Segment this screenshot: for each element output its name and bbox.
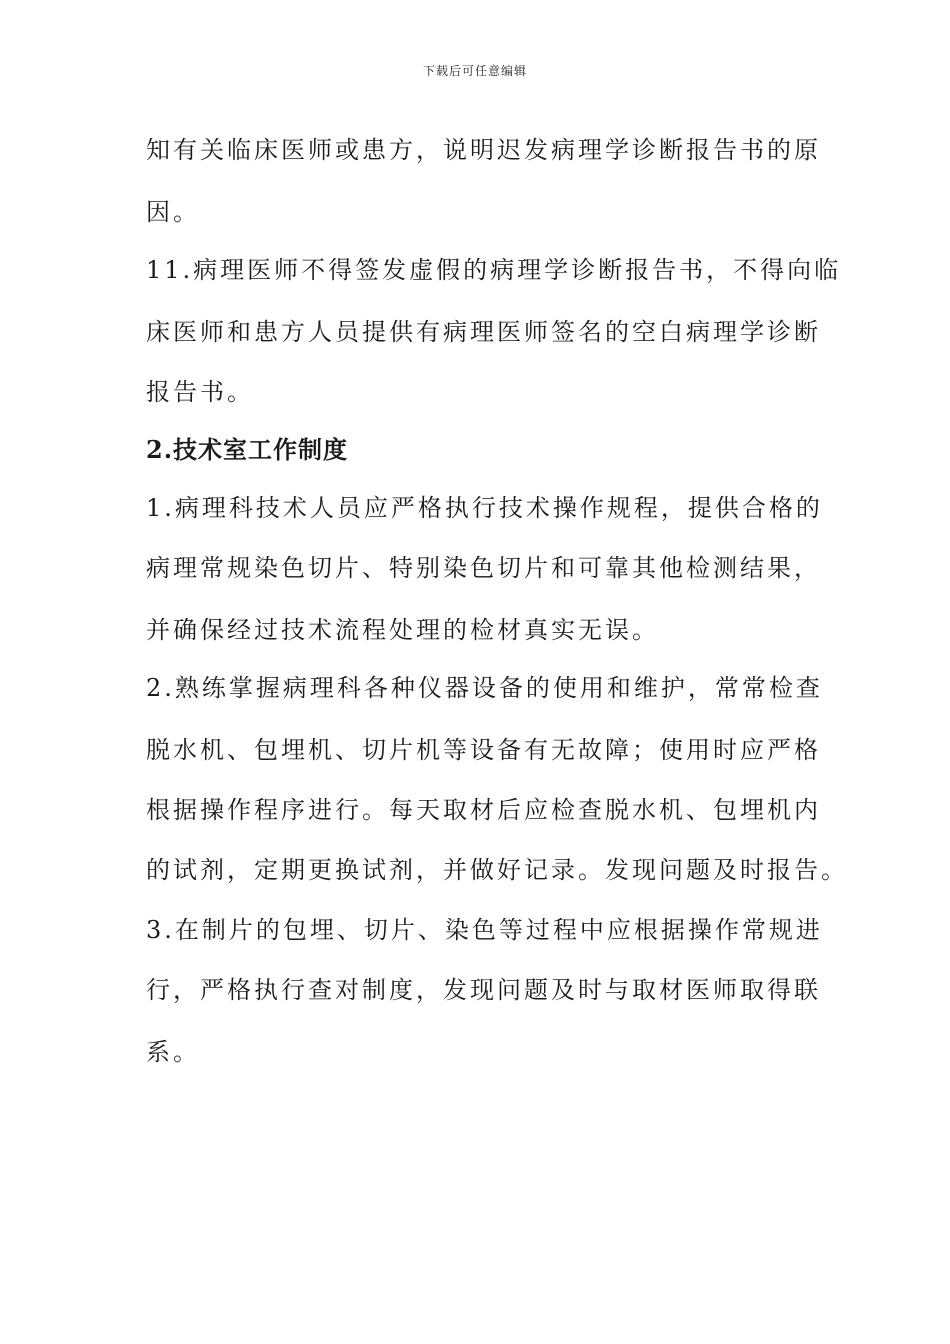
text-line: 脱水机、包埋机、切片机等设备有无故障；使用时应严格 <box>146 736 821 764</box>
text-line: 知有关临床医师或患方，说明迟发病理学诊断报告书的原 <box>146 136 821 164</box>
text-line: 1.病理科技术人员应严格执行技术操作规程，提供合格的 <box>146 494 823 522</box>
text-line: 因。 <box>146 198 200 226</box>
text-line: 并确保经过技术流程处理的检材真实无误。 <box>146 616 659 644</box>
text-line: 2.熟练掌握病理科各种仪器设备的使用和维护，常常检查 <box>146 674 823 702</box>
text-line: 的试剂，定期更换试剂，并做好记录。发现问题及时报告。 <box>146 856 848 884</box>
section-heading: 2.技术室工作制度 <box>146 435 349 464</box>
page-header-note: 下载后可任意编辑 <box>422 64 527 78</box>
text-line: 病理常规染色切片、特别染色切片和可靠其他检测结果， <box>146 554 821 582</box>
text-line: 3.在制片的包埋、切片、染色等过程中应根据操作常规进 <box>146 916 823 944</box>
text-line: 行，严格执行查对制度，发现问题及时与取材医师取得联 <box>146 976 821 1004</box>
text-line: 报告书。 <box>146 378 254 406</box>
text-line: 根据操作程序进行。每天取材后应检查脱水机、包埋机内 <box>146 796 821 824</box>
text-line: 11.病理医师不得签发虚假的病理学诊断报告书，不得向临 <box>146 256 842 284</box>
text-line: 系。 <box>146 1038 200 1066</box>
text-line: 床医师和患方人员提供有病理医师签名的空白病理学诊断 <box>146 318 821 346</box>
